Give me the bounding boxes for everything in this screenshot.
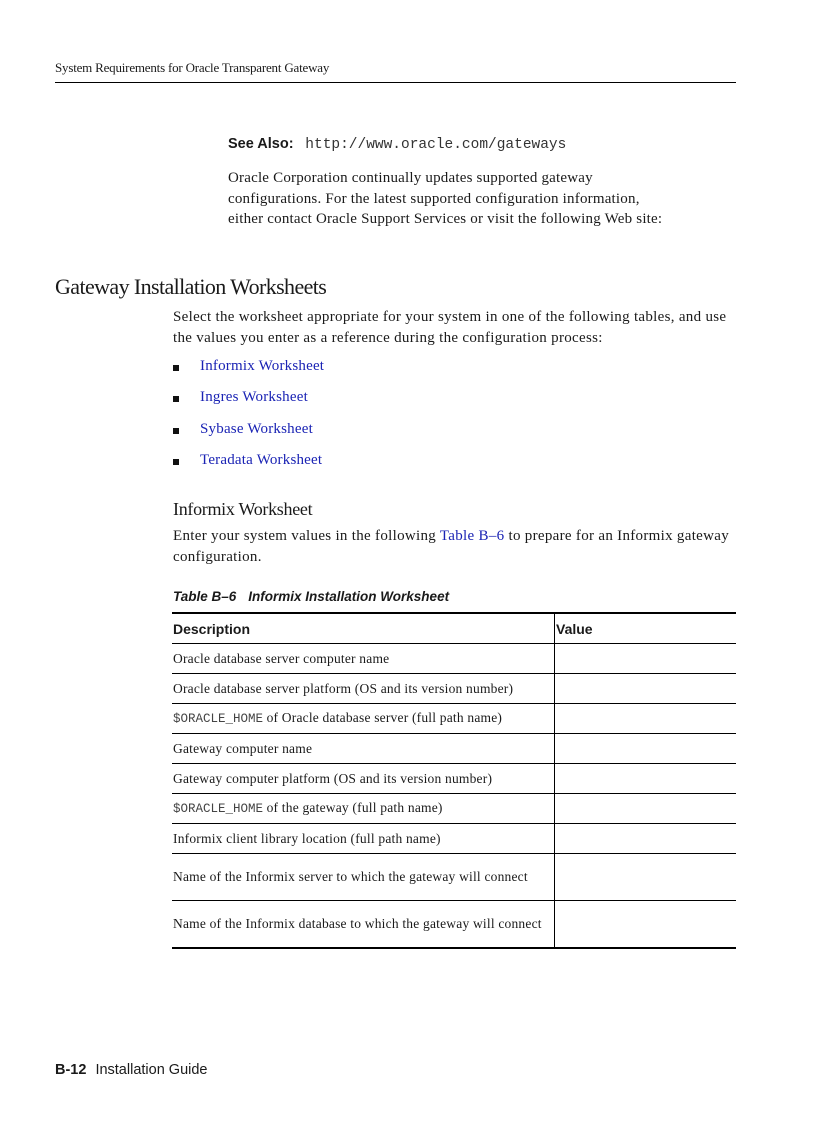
description-text: Name of the Informix database to which the gateway will connect bbox=[173, 916, 542, 931]
description-cell bbox=[172, 901, 555, 949]
value-cell[interactable] bbox=[555, 644, 737, 674]
code-oracle-home: $ORACLE_HOME bbox=[173, 802, 264, 816]
description-text: Oracle database server computer name bbox=[173, 650, 390, 666]
intro-text: to prepare for an Informix gateway configuration. bbox=[173, 528, 730, 565]
table-row bbox=[172, 794, 736, 824]
value-cell[interactable] bbox=[555, 734, 737, 764]
table-row bbox=[172, 644, 736, 674]
value-cell[interactable] bbox=[555, 764, 737, 794]
intro-text: Enter your system values in the following bbox=[173, 528, 440, 544]
description-cell bbox=[172, 644, 555, 674]
description-text: Gateway computer name bbox=[173, 740, 313, 756]
value-cell[interactable] bbox=[555, 824, 737, 854]
table-caption bbox=[173, 589, 449, 604]
list-item bbox=[173, 389, 324, 420]
description-cell bbox=[172, 734, 555, 764]
table-caption-title: Informix Installation Worksheet bbox=[248, 589, 450, 604]
see-also-body: Oracle Corporation continually updates supported gateway configurations. For the latest supported configuration information, either contact Oracle Support Services or visit the following Web site: bbox=[228, 170, 663, 227]
value-cell[interactable] bbox=[555, 901, 737, 949]
description-text: Gateway computer platform (OS and its version number) bbox=[173, 770, 493, 786]
description-cell bbox=[172, 794, 555, 824]
header-rule bbox=[55, 82, 736, 83]
link-ingres-worksheet[interactable]: Ingres Worksheet bbox=[200, 389, 308, 406]
see-also-url[interactable]: http://www.oracle.com/gateways bbox=[305, 137, 567, 153]
description-text: of the gateway (full path name) bbox=[263, 800, 443, 815]
column-header-description: Description bbox=[172, 613, 555, 644]
subsection-intro bbox=[173, 526, 733, 568]
table-row bbox=[172, 704, 736, 734]
column-header-value: Value bbox=[555, 613, 737, 644]
value-cell[interactable] bbox=[555, 794, 737, 824]
page-footer bbox=[55, 1062, 207, 1078]
description-cell bbox=[172, 764, 555, 794]
section-title: Gateway Installation Worksheets bbox=[55, 274, 327, 299]
description-cell bbox=[172, 824, 555, 854]
description-text: Oracle database server platform (OS and its version number) bbox=[173, 680, 514, 696]
description-text: Informix client library location (full path name) bbox=[173, 830, 441, 846]
link-teradata-worksheet[interactable]: Teradata Worksheet bbox=[200, 451, 323, 468]
table-row bbox=[172, 824, 736, 854]
description-text: Name of the Informix server to which the gateway will connect bbox=[173, 869, 528, 884]
square-bullet-icon bbox=[173, 459, 179, 465]
value-cell[interactable] bbox=[555, 854, 737, 901]
book-title: Installation Guide bbox=[95, 1062, 208, 1078]
description-cell bbox=[172, 704, 555, 734]
table-row bbox=[172, 764, 736, 794]
description-cell bbox=[172, 854, 555, 901]
description-cell bbox=[172, 674, 555, 704]
code-oracle-home: $ORACLE_HOME bbox=[173, 712, 264, 726]
list-item bbox=[173, 421, 324, 452]
page-number: B-12 bbox=[55, 1062, 87, 1078]
table-row bbox=[172, 854, 736, 901]
table-header-row bbox=[172, 613, 736, 644]
value-cell[interactable] bbox=[555, 704, 737, 734]
table-row bbox=[172, 901, 736, 949]
link-informix-worksheet[interactable]: Informix Worksheet bbox=[200, 358, 325, 374]
square-bullet-icon bbox=[173, 396, 179, 402]
running-header: System Requirements for Oracle Transparent Gateway bbox=[55, 60, 330, 75]
worksheet-link-list bbox=[173, 358, 324, 483]
table-row bbox=[172, 674, 736, 704]
square-bullet-icon bbox=[173, 428, 179, 434]
informix-worksheet-table bbox=[172, 612, 736, 949]
table-reference-link[interactable]: Table B–6 bbox=[439, 528, 505, 544]
description-text: of Oracle database server (full path name) bbox=[263, 710, 503, 725]
square-bullet-icon bbox=[173, 365, 179, 371]
see-also-label: See Also: bbox=[228, 136, 294, 152]
list-item bbox=[173, 358, 324, 389]
table-caption-number: Table B–6 bbox=[173, 589, 237, 604]
table-row bbox=[172, 734, 736, 764]
see-also-note bbox=[228, 136, 566, 153]
list-item bbox=[173, 452, 324, 483]
value-cell[interactable] bbox=[555, 674, 737, 704]
subsection-title: Informix Worksheet bbox=[173, 499, 313, 519]
section-intro: Select the worksheet appropriate for your system in one of the following tables, and use the values you enter as a reference during the configuration process: bbox=[173, 309, 727, 346]
link-sybase-worksheet[interactable]: Sybase Worksheet bbox=[200, 420, 313, 437]
